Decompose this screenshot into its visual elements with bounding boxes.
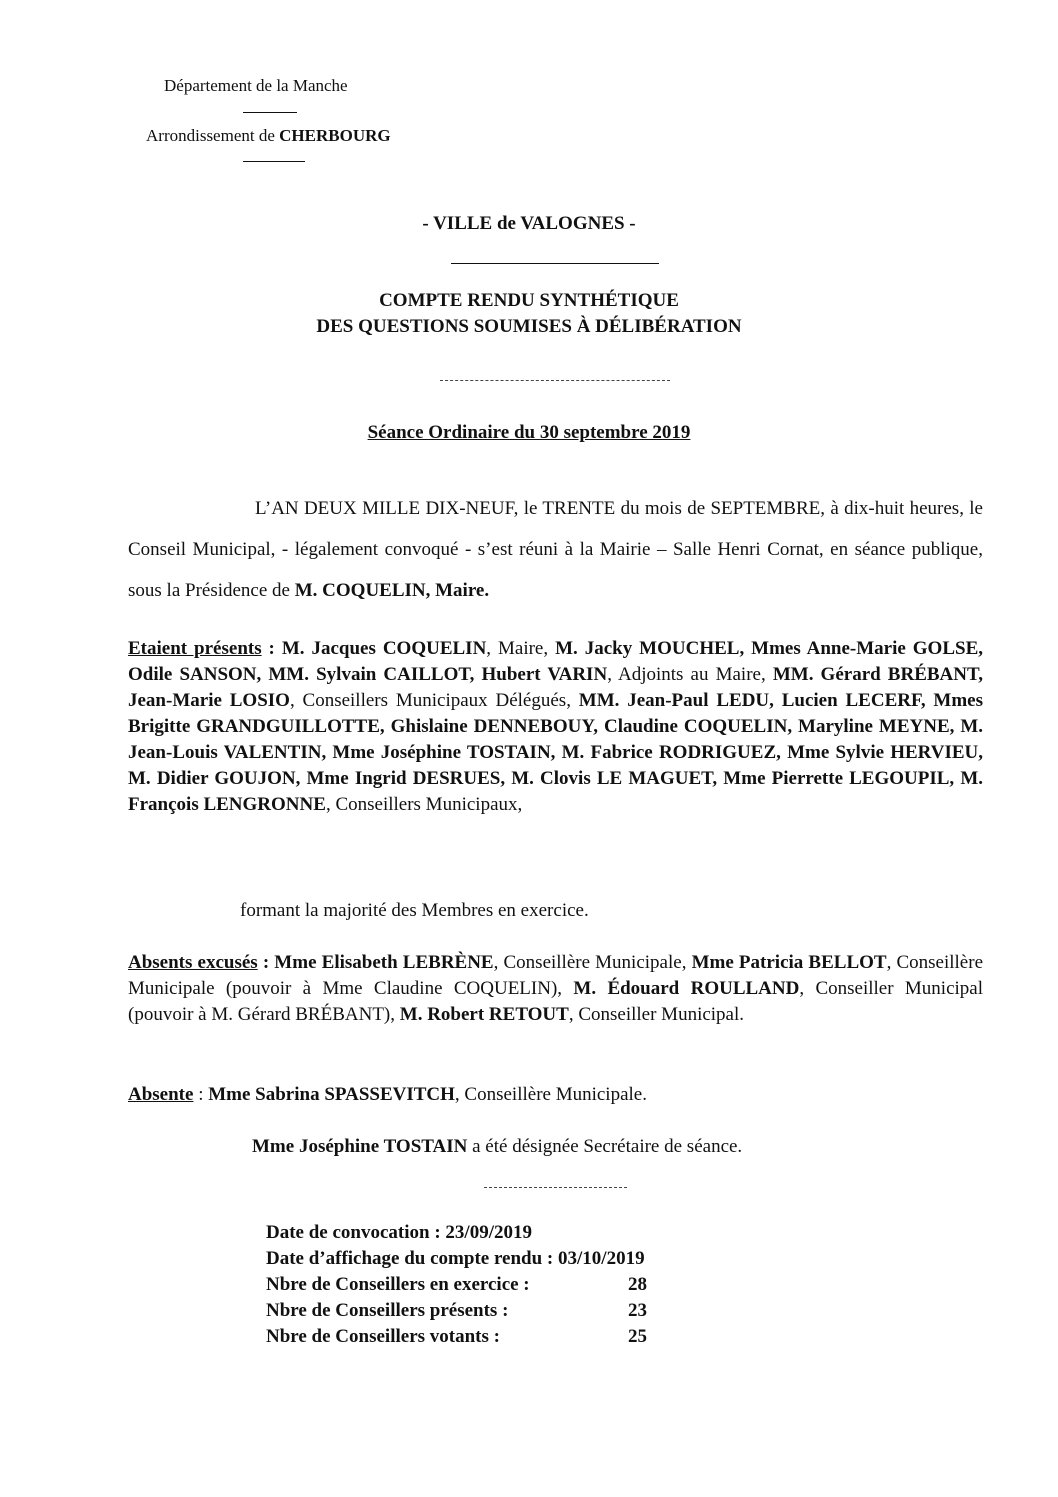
- excuses-segment: , Conseiller Municipal.: [568, 1004, 745, 1025]
- presents-segment: , Maire,: [486, 638, 556, 659]
- stats-value: 28: [628, 1274, 647, 1295]
- excuses-segment: , Conseiller Municipal (pouvoir à M. Gérard BRÉBANT),: [128, 978, 983, 1025]
- majority-line: formant la majorité des Membres en exercice.: [240, 900, 589, 921]
- stats-label: Nbre de Conseillers présents :: [266, 1300, 509, 1321]
- presents-segment: , Conseillers Municipaux,: [325, 794, 523, 815]
- absente-paragraph: [128, 1082, 983, 1108]
- dashed-divider: [440, 380, 670, 381]
- presents-segment: M. Jacques COQUELIN: [281, 638, 487, 659]
- divider: [451, 263, 659, 264]
- dashed-divider: [484, 1187, 627, 1188]
- presents-segment: M. Jacky MOUCHEL, Mmes Anne-Marie GOLSE, Odile SANSON, MM. Sylvain CAILLOT, Hubert VARIN: [128, 638, 984, 685]
- ville-title: - VILLE de VALOGNES -: [422, 213, 636, 234]
- absente-segment: Mme Sabrina SPASSEVITCH: [208, 1084, 455, 1105]
- seance-title: Séance Ordinaire du 30 septembre 2019: [367, 422, 691, 443]
- presents-segment: , Adjoints au Maire,: [607, 664, 773, 685]
- stats-label: Nbre de Conseillers en exercice :: [266, 1274, 530, 1295]
- arrondissement-label: Arrondissement de CHERBOURG: [146, 126, 391, 145]
- absente-segment: , Conseillère Municipale.: [454, 1084, 647, 1105]
- absente-segment: :: [193, 1084, 209, 1105]
- absente-label: Absente: [128, 1084, 194, 1105]
- presents-segment: MM. Jean-Paul LEDU, Lucien LECERF, Mmes Brigitte GRANDGUILLOTTE, Ghislaine DENNEBOUY, Claudine COQUELIN, Maryline MEYNE, M. Jean-Louis VALENTIN, Mme Joséphine TOSTAIN, M. Fabrice RODRIGUEZ, Mme Sylvie HERVIEU, M. Didier GOUJON, Mme Ingrid DESRUES, M. Clovis LE MAGUET, Mme Pierrette LEGOUPIL, M. François LENGRONNE: [128, 690, 983, 815]
- excuses-segment: : Mme Elisabeth LEBRÈNE: [257, 952, 494, 973]
- divider: [243, 112, 297, 113]
- department-label: Département de la Manche: [164, 76, 348, 95]
- secretaire-line: Mme Joséphine TOSTAIN a été désignée Secrétaire de séance.: [252, 1136, 743, 1157]
- stats-value: 25: [628, 1326, 647, 1347]
- excuses-segment: M. Robert RETOUT: [399, 1004, 569, 1025]
- presents-segment: , Conseillers Municipaux Délégués,: [289, 690, 579, 711]
- presents-segment: :: [261, 638, 282, 659]
- intro-paragraph: L’AN DEUX MILLE DIX-NEUF, le TRENTE du mois de SEPTEMBRE, à dix-huit heures, le Conseil Municipal, - légalement convoqué - s’est réuni à la Mairie – Salle Henri Cornat, en séance publique, sous la Présidence de M. COQUELIN, Maire.: [128, 498, 983, 601]
- excuses-segment: M. Édouard ROULLAND: [573, 978, 800, 999]
- presents-label: Etaient présents: [128, 638, 262, 659]
- excuses-paragraph: [128, 950, 983, 1028]
- stats-value: 23: [628, 1300, 647, 1321]
- excuses-segment: , Conseillère Municipale,: [493, 952, 692, 973]
- divider: [243, 161, 305, 162]
- excuses-label: Absents excusés: [128, 952, 258, 973]
- document-title-line1: COMPTE RENDU SYNTHÉTIQUE: [379, 290, 679, 311]
- excuses-segment: , Conseillère Municipale (pouvoir à Mme Claudine COQUELIN),: [128, 952, 983, 999]
- stats-label: Date de convocation : 23/09/2019: [266, 1222, 532, 1243]
- stats-label: Nbre de Conseillers votants :: [266, 1326, 500, 1347]
- excuses-segment: Mme Patricia BELLOT: [691, 952, 887, 973]
- presents-segment: MM. Gérard BRÉBANT, Jean-Marie LOSIO: [128, 664, 983, 711]
- presents-paragraph: [128, 636, 983, 818]
- stats-label: Date d’affichage du compte rendu : 03/10/2019: [266, 1248, 645, 1269]
- document-title-line2: DES QUESTIONS SOUMISES À DÉLIBÉRATION: [316, 316, 742, 337]
